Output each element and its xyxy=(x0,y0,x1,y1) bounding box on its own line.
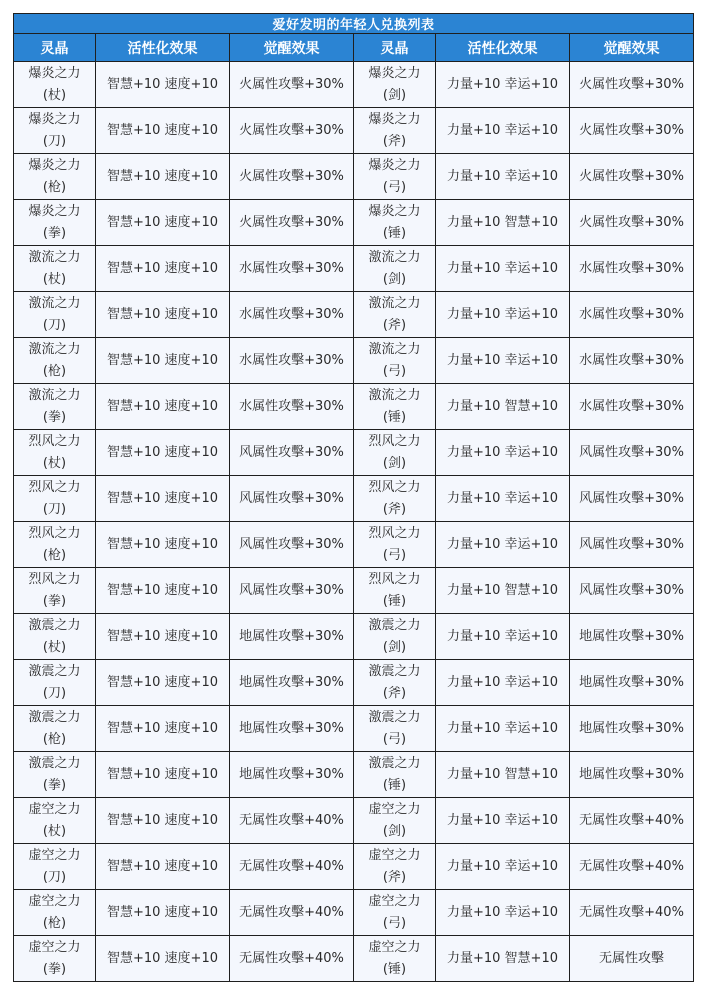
crystal-cell xyxy=(354,154,436,200)
table-row xyxy=(14,522,694,568)
crystal-cell xyxy=(14,752,96,798)
header-crystal: 灵晶 xyxy=(14,34,96,62)
activation-cell: 力量+10 幸运+10 xyxy=(436,844,570,890)
crystal-cell xyxy=(354,890,436,936)
crystal-cell xyxy=(354,844,436,890)
awakening-cell: 火属性攻擊+30% xyxy=(230,200,354,246)
crystal-name: 激流之力 xyxy=(368,387,421,403)
crystal-cell xyxy=(14,660,96,706)
awakening-cell: 风属性攻擊+30% xyxy=(230,568,354,614)
crystal-name: 烈风之力 xyxy=(28,525,81,541)
crystal-weapon: (锤) xyxy=(382,777,407,793)
activation-cell: 力量+10 幸运+10 xyxy=(436,890,570,936)
awakening-cell: 无属性攻擊+40% xyxy=(570,844,694,890)
table-row xyxy=(14,338,694,384)
activation-cell: 力量+10 幸运+10 xyxy=(436,338,570,384)
awakening-cell: 火属性攻擊+30% xyxy=(570,154,694,200)
activation-cell: 智慧+10 速度+10 xyxy=(96,706,230,752)
crystal-weapon: (弓) xyxy=(382,179,407,195)
crystal-name: 爆炎之力 xyxy=(368,203,421,219)
activation-cell: 力量+10 幸运+10 xyxy=(436,798,570,844)
crystal-weapon: (拳) xyxy=(42,409,67,425)
awakening-cell: 火属性攻擊+30% xyxy=(570,62,694,108)
activation-cell: 力量+10 幸运+10 xyxy=(436,292,570,338)
activation-cell: 智慧+10 速度+10 xyxy=(96,660,230,706)
crystal-name: 激震之力 xyxy=(28,617,81,633)
crystal-cell xyxy=(354,798,436,844)
awakening-cell: 无属性攻擊+40% xyxy=(230,798,354,844)
crystal-cell xyxy=(14,476,96,522)
crystal-cell xyxy=(14,936,96,982)
awakening-cell: 火属性攻擊+30% xyxy=(230,108,354,154)
awakening-cell: 地属性攻擊+30% xyxy=(570,614,694,660)
crystal-name: 虚空之力 xyxy=(368,893,421,909)
crystal-weapon: (杖) xyxy=(42,639,67,655)
crystal-cell xyxy=(354,62,436,108)
awakening-cell: 水属性攻擊+30% xyxy=(570,292,694,338)
crystal-weapon: (杖) xyxy=(42,455,67,471)
crystal-cell xyxy=(354,752,436,798)
activation-cell: 智慧+10 速度+10 xyxy=(96,844,230,890)
activation-cell: 智慧+10 速度+10 xyxy=(96,200,230,246)
crystal-weapon: (斧) xyxy=(382,869,407,885)
table-row xyxy=(14,936,694,982)
crystal-name: 爆炎之力 xyxy=(368,65,421,81)
crystal-cell xyxy=(354,614,436,660)
activation-cell: 智慧+10 速度+10 xyxy=(96,798,230,844)
awakening-cell: 地属性攻擊+30% xyxy=(570,706,694,752)
activation-cell: 力量+10 幸运+10 xyxy=(436,246,570,292)
crystal-cell xyxy=(354,660,436,706)
awakening-cell: 风属性攻擊+30% xyxy=(570,430,694,476)
table-row xyxy=(14,614,694,660)
table-row xyxy=(14,108,694,154)
crystal-cell xyxy=(14,200,96,246)
table-row xyxy=(14,430,694,476)
crystal-weapon: (斧) xyxy=(382,501,407,517)
crystal-name: 激震之力 xyxy=(368,709,421,725)
crystal-weapon: (锤) xyxy=(382,409,407,425)
awakening-cell: 无属性攻擊+40% xyxy=(230,890,354,936)
awakening-cell: 地属性攻擊+30% xyxy=(230,614,354,660)
activation-cell: 力量+10 智慧+10 xyxy=(436,200,570,246)
activation-cell: 智慧+10 速度+10 xyxy=(96,108,230,154)
activation-cell: 智慧+10 速度+10 xyxy=(96,384,230,430)
awakening-cell: 火属性攻擊+30% xyxy=(230,62,354,108)
crystal-cell xyxy=(354,476,436,522)
crystal-cell xyxy=(14,292,96,338)
crystal-weapon: (拳) xyxy=(42,961,67,977)
crystal-cell xyxy=(354,430,436,476)
crystal-cell xyxy=(14,246,96,292)
crystal-cell xyxy=(354,706,436,752)
awakening-cell: 火属性攻擊+30% xyxy=(570,108,694,154)
crystal-cell xyxy=(14,614,96,660)
crystal-name: 虚空之力 xyxy=(368,801,421,817)
crystal-name: 烈风之力 xyxy=(368,433,421,449)
table-row xyxy=(14,568,694,614)
crystal-weapon: (斧) xyxy=(382,685,407,701)
awakening-cell: 水属性攻擊+30% xyxy=(570,246,694,292)
table-row xyxy=(14,706,694,752)
awakening-cell: 风属性攻擊+30% xyxy=(570,476,694,522)
awakening-cell: 水属性攻擊+30% xyxy=(230,338,354,384)
crystal-weapon: (弓) xyxy=(382,915,407,931)
activation-cell: 智慧+10 速度+10 xyxy=(96,154,230,200)
activation-cell: 智慧+10 速度+10 xyxy=(96,936,230,982)
awakening-cell: 水属性攻擊+30% xyxy=(570,338,694,384)
activation-cell: 智慧+10 速度+10 xyxy=(96,292,230,338)
header-awakening: 觉醒效果 xyxy=(570,34,694,62)
activation-cell: 力量+10 智慧+10 xyxy=(436,568,570,614)
crystal-name: 激流之力 xyxy=(28,249,81,265)
table-body xyxy=(14,62,694,982)
crystal-name: 爆炎之力 xyxy=(28,65,81,81)
header-activation: 活性化效果 xyxy=(436,34,570,62)
awakening-cell: 地属性攻擊+30% xyxy=(570,660,694,706)
crystal-cell xyxy=(354,522,436,568)
activation-cell: 力量+10 幸运+10 xyxy=(436,706,570,752)
crystal-weapon: (剑) xyxy=(382,455,407,471)
crystal-name: 激流之力 xyxy=(368,249,421,265)
crystal-cell xyxy=(14,384,96,430)
crystal-weapon: (弓) xyxy=(382,731,407,747)
crystal-name: 虚空之力 xyxy=(28,801,81,817)
awakening-cell: 水属性攻擊+30% xyxy=(570,384,694,430)
crystal-name: 爆炎之力 xyxy=(368,157,421,173)
activation-cell: 智慧+10 速度+10 xyxy=(96,338,230,384)
crystal-cell xyxy=(14,844,96,890)
crystal-name: 爆炎之力 xyxy=(28,111,81,127)
awakening-cell: 地属性攻擊+30% xyxy=(230,706,354,752)
crystal-name: 烈风之力 xyxy=(368,479,421,495)
awakening-cell: 地属性攻擊+30% xyxy=(230,660,354,706)
crystal-name: 烈风之力 xyxy=(368,525,421,541)
awakening-cell: 风属性攻擊+30% xyxy=(230,430,354,476)
table-row xyxy=(14,154,694,200)
table-row xyxy=(14,660,694,706)
awakening-cell: 风属性攻擊+30% xyxy=(230,476,354,522)
table-row xyxy=(14,798,694,844)
crystal-weapon: (剑) xyxy=(382,823,407,839)
crystal-weapon: (枪) xyxy=(42,179,67,195)
activation-cell: 力量+10 幸运+10 xyxy=(436,62,570,108)
exchange-table-container xyxy=(13,13,688,982)
crystal-weapon: (锤) xyxy=(382,225,407,241)
crystal-cell xyxy=(354,384,436,430)
awakening-cell: 地属性攻擊+30% xyxy=(570,752,694,798)
table-row xyxy=(14,62,694,108)
crystal-name: 激流之力 xyxy=(368,341,421,357)
activation-cell: 智慧+10 速度+10 xyxy=(96,614,230,660)
awakening-cell: 风属性攻擊+30% xyxy=(570,568,694,614)
crystal-cell xyxy=(14,890,96,936)
crystal-name: 烈风之力 xyxy=(28,433,81,449)
crystal-cell xyxy=(14,798,96,844)
activation-cell: 力量+10 智慧+10 xyxy=(436,936,570,982)
crystal-name: 激流之力 xyxy=(28,341,81,357)
crystal-weapon: (刀) xyxy=(42,869,67,885)
crystal-cell xyxy=(14,430,96,476)
crystal-weapon: (杖) xyxy=(42,823,67,839)
awakening-cell: 火属性攻擊+30% xyxy=(570,200,694,246)
crystal-weapon: (剑) xyxy=(382,271,407,287)
crystal-cell xyxy=(354,338,436,384)
crystal-cell xyxy=(14,108,96,154)
crystal-name: 虚空之力 xyxy=(28,939,81,955)
crystal-weapon: (弓) xyxy=(382,547,407,563)
crystal-weapon: (拳) xyxy=(42,777,67,793)
table-row xyxy=(14,292,694,338)
crystal-weapon: (刀) xyxy=(42,317,67,333)
awakening-cell: 风属性攻擊+30% xyxy=(570,522,694,568)
activation-cell: 力量+10 幸运+10 xyxy=(436,522,570,568)
crystal-cell xyxy=(354,246,436,292)
crystal-weapon: (枪) xyxy=(42,363,67,379)
awakening-cell: 水属性攻擊+30% xyxy=(230,292,354,338)
table-row xyxy=(14,384,694,430)
header-awakening: 觉醒效果 xyxy=(230,34,354,62)
activation-cell: 力量+10 幸运+10 xyxy=(436,660,570,706)
crystal-name: 激流之力 xyxy=(28,387,81,403)
activation-cell: 智慧+10 速度+10 xyxy=(96,430,230,476)
crystal-weapon: (拳) xyxy=(42,593,67,609)
crystal-name: 烈风之力 xyxy=(28,571,81,587)
crystal-name: 激震之力 xyxy=(28,709,81,725)
crystal-name: 激震之力 xyxy=(368,663,421,679)
awakening-cell: 风属性攻擊+30% xyxy=(230,522,354,568)
awakening-cell: 水属性攻擊+30% xyxy=(230,384,354,430)
awakening-cell: 无属性攻擊+40% xyxy=(570,890,694,936)
activation-cell: 智慧+10 速度+10 xyxy=(96,568,230,614)
crystal-name: 虚空之力 xyxy=(28,893,81,909)
crystal-weapon: (弓) xyxy=(382,363,407,379)
crystal-cell xyxy=(354,936,436,982)
crystal-name: 激震之力 xyxy=(368,755,421,771)
awakening-cell: 无属性攻擊+40% xyxy=(230,936,354,982)
crystal-name: 激震之力 xyxy=(28,663,81,679)
crystal-name: 激流之力 xyxy=(28,295,81,311)
activation-cell: 力量+10 幸运+10 xyxy=(436,108,570,154)
exchange-table xyxy=(13,13,694,982)
awakening-cell: 无属性攻擊+40% xyxy=(230,844,354,890)
crystal-weapon: (锤) xyxy=(382,961,407,977)
awakening-cell: 无属性攻擊+40% xyxy=(570,798,694,844)
crystal-weapon: (剑) xyxy=(382,639,407,655)
crystal-weapon: (刀) xyxy=(42,133,67,149)
crystal-weapon: (杖) xyxy=(42,87,67,103)
crystal-cell xyxy=(14,154,96,200)
crystal-weapon: (杖) xyxy=(42,271,67,287)
activation-cell: 智慧+10 速度+10 xyxy=(96,476,230,522)
crystal-cell xyxy=(354,292,436,338)
crystal-name: 激震之力 xyxy=(368,617,421,633)
crystal-cell xyxy=(354,200,436,246)
table-title-row xyxy=(14,14,694,34)
crystal-cell xyxy=(14,568,96,614)
crystal-weapon: (斧) xyxy=(382,133,407,149)
crystal-name: 激震之力 xyxy=(28,755,81,771)
crystal-name: 烈风之力 xyxy=(28,479,81,495)
table-row xyxy=(14,476,694,522)
crystal-weapon: (刀) xyxy=(42,501,67,517)
crystal-weapon: (斧) xyxy=(382,317,407,333)
table-header-row xyxy=(14,34,694,62)
awakening-cell: 火属性攻擊+30% xyxy=(230,154,354,200)
crystal-name: 爆炎之力 xyxy=(28,203,81,219)
crystal-name: 虚空之力 xyxy=(368,939,421,955)
table-row xyxy=(14,844,694,890)
activation-cell: 智慧+10 速度+10 xyxy=(96,62,230,108)
activation-cell: 力量+10 幸运+10 xyxy=(436,476,570,522)
table-row xyxy=(14,246,694,292)
crystal-name: 激流之力 xyxy=(368,295,421,311)
activation-cell: 智慧+10 速度+10 xyxy=(96,890,230,936)
header-activation: 活性化效果 xyxy=(96,34,230,62)
crystal-name: 虚空之力 xyxy=(28,847,81,863)
crystal-cell xyxy=(14,522,96,568)
crystal-cell xyxy=(14,706,96,752)
table-row xyxy=(14,890,694,936)
table-row xyxy=(14,752,694,798)
crystal-weapon: (刀) xyxy=(42,685,67,701)
crystal-name: 爆炎之力 xyxy=(368,111,421,127)
table-row xyxy=(14,200,694,246)
crystal-name: 烈风之力 xyxy=(368,571,421,587)
crystal-name: 虚空之力 xyxy=(368,847,421,863)
table-title: 爱好发明的年轻人兑换列表 xyxy=(14,14,694,34)
awakening-cell: 地属性攻擊+30% xyxy=(230,752,354,798)
crystal-weapon: (拳) xyxy=(42,225,67,241)
crystal-weapon: (枪) xyxy=(42,731,67,747)
activation-cell: 力量+10 幸运+10 xyxy=(436,430,570,476)
activation-cell: 智慧+10 速度+10 xyxy=(96,246,230,292)
activation-cell: 力量+10 智慧+10 xyxy=(436,752,570,798)
activation-cell: 智慧+10 速度+10 xyxy=(96,522,230,568)
crystal-weapon: (枪) xyxy=(42,547,67,563)
crystal-cell xyxy=(354,568,436,614)
awakening-cell: 无属性攻擊 xyxy=(570,936,694,982)
crystal-weapon: (剑) xyxy=(382,87,407,103)
crystal-weapon: (枪) xyxy=(42,915,67,931)
crystal-cell xyxy=(354,108,436,154)
crystal-weapon: (锤) xyxy=(382,593,407,609)
header-crystal: 灵晶 xyxy=(354,34,436,62)
crystal-cell xyxy=(14,338,96,384)
activation-cell: 力量+10 幸运+10 xyxy=(436,154,570,200)
activation-cell: 力量+10 智慧+10 xyxy=(436,384,570,430)
activation-cell: 力量+10 幸运+10 xyxy=(436,614,570,660)
crystal-name: 爆炎之力 xyxy=(28,157,81,173)
activation-cell: 智慧+10 速度+10 xyxy=(96,752,230,798)
awakening-cell: 水属性攻擊+30% xyxy=(230,246,354,292)
crystal-cell xyxy=(14,62,96,108)
